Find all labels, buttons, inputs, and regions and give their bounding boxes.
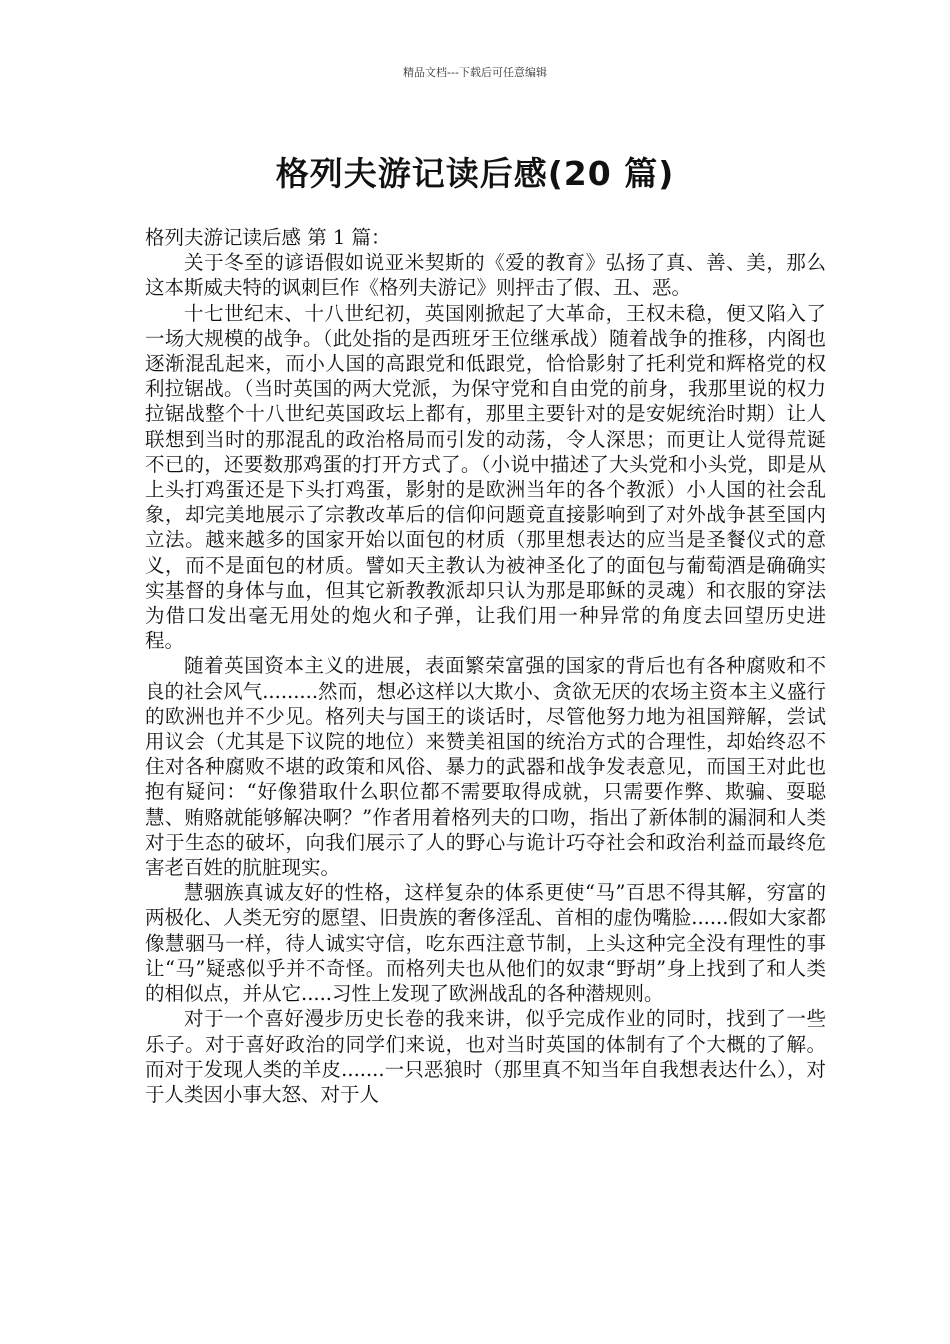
paragraph: 关于冬至的谚语假如说亚米契斯的《爱的教育》弘扬了真、善、美，那么这本斯威夫特的讽刺巨作《格列夫游记》则抨击了假、丑、恶。 <box>145 251 826 300</box>
page-header-note: 精品文档---下载后可任意编辑 <box>403 66 547 79</box>
paragraph: 随着英国资本主义的进展，表面繁荣富强的国家的背后也有各种腐败和不良的社会风气.........然而，想必这样以大欺小、贪欲无厌的农场主资本主义盛行的欧洲也并不少见。格列夫与国王的谈话时，尽管他努力地为祖国辩解，尝试用议会（尤其是下议院的地位）来赞美祖国的统治方式的合理性，却始终忍不住对各种腐败不堪的政策和风俗、暴力的武器和战争发表意见，而国王对此也抱有疑问：“好像猎取什么职位都不需要取得成就，只需要作弊、欺骗、耍聪慧、贿赂就能够解决啊？”作者用着格列夫的口吻，指出了新体制的漏洞和人类对于生态的破坏，向我们展示了人的野心与诡计巧夺社会和政治利益而最终危害老百姓的肮脏现实。 <box>145 654 826 880</box>
document-body <box>145 225 826 1107</box>
paragraph: 十七世纪末、十八世纪初，英国刚掀起了大革命，王权未稳，便又陷入了一场大规模的战争。（此处指的是西班牙王位继承战）随着战争的推移，内阁也逐渐混乱起来，而小人国的高跟党和低跟党，恰恰影射了托利党和辉格党的权利拉锯战。（当时英国的两大党派，为保守党和自由党的前身，我那里说的权力拉锯战整个十八世纪英国政坛上都有，那里主要针对的是安妮统治时期）让人联想到当时的那混乱的政治格局而引发的动荡，令人深思；而更让人觉得荒诞不已的，还要数那鸡蛋的打开方式了。（小说中描述了大头党和小头党，即是从上头打鸡蛋还是下头打鸡蛋，影射的是欧洲当年的各个教派）小人国的社会乱象，却完美地展示了宗教改革后的信仰问题竟直接影响到了对外战争甚至国内立法。越来越多的国家开始以面包的材质（那里想表达的应当是圣餐仪式的意义，而不是面包的材质。譬如天主教认为被神圣化了的面包与葡萄酒是确确实实基督的身体与血，但其它新教教派却只认为那是耶稣的灵魂）和衣服的穿法为借口发出毫无用处的炮火和子弹，让我们用一种异常的角度去回望历史进程。 <box>145 301 826 653</box>
section-heading: 格列夫游记读后感 第 1 篇： <box>145 226 391 249</box>
paragraph: 慧骃族真诚友好的性格，这样复杂的体系更使“马”百思不得其解，穷富的两极化、人类无穷的愿望、旧贵族的奢侈淫乱、首相的虚伪嘴脸......假如大家都像慧骃马一样，待人诚实守信，吃东西注意节制，上头这种完全没有理性的事让“马”疑惑似乎并不奇怪。而格列夫也从他们的奴隶“野胡”身上找到了和人类的相似点，并从它.....习性上发现了欧洲战乱的各种潜规则。 <box>145 881 826 1006</box>
document-title: 格列夫游记读后感(20 篇) <box>275 154 675 194</box>
paragraph: 对于一个喜好漫步历史长卷的我来讲，似乎完成作业的同时，找到了一些乐子。对于喜好政治的同学们来说，也对当时英国的体制有了个大概的了解。而对于发现人类的羊皮.......一只恶狼时（那里真不知当年自我想表达什么），对于人类因小事大怒、对于人 <box>145 1007 826 1106</box>
